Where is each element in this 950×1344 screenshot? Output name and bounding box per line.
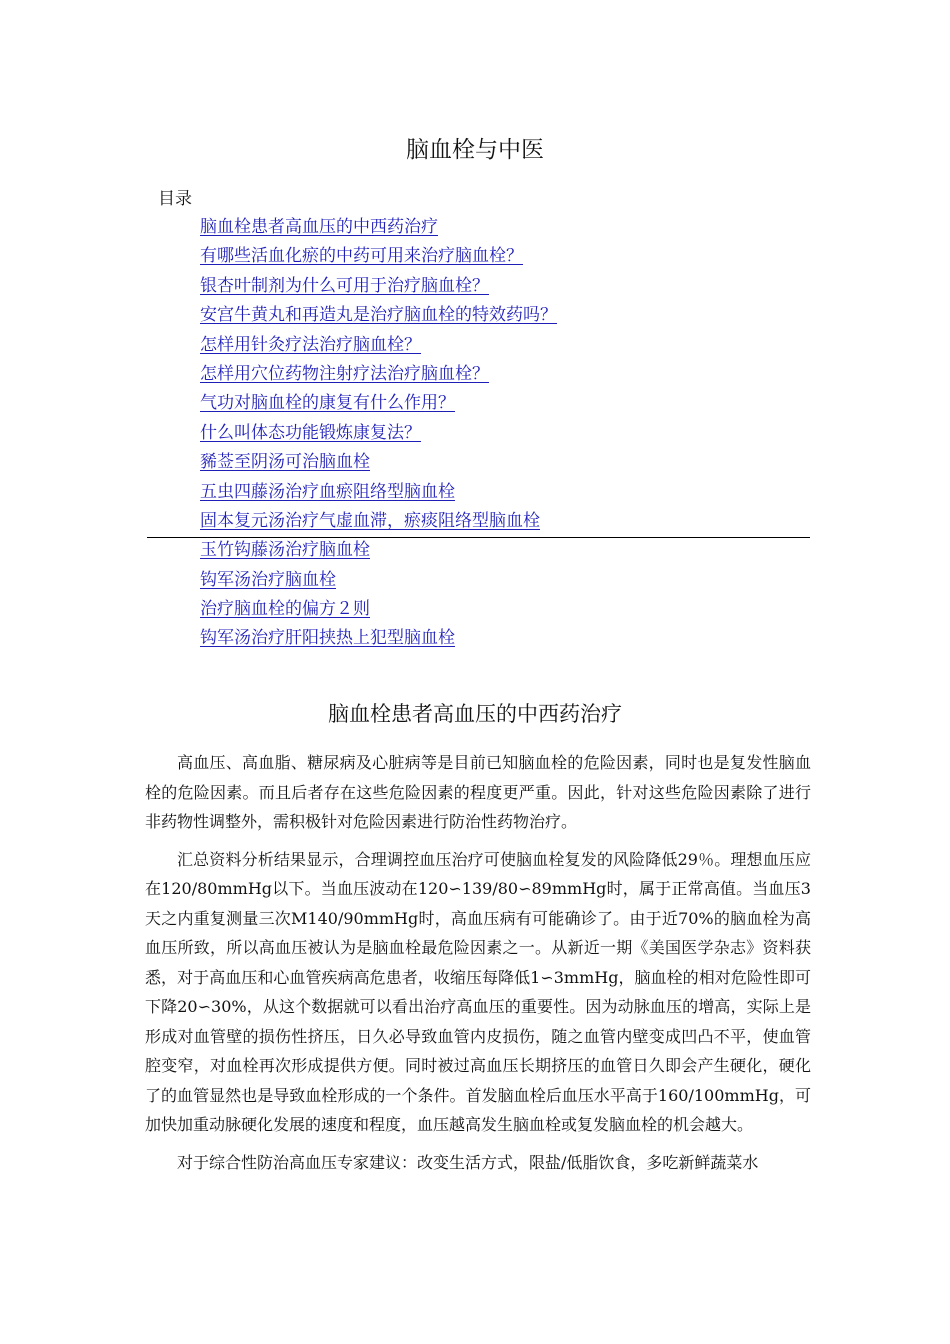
toc-link-11[interactable]: 固本复元汤治疗气虚血滞，瘀痰阻络型脑血栓 [200,510,540,531]
toc-link-8[interactable]: 什么叫体态功能锻炼康复法？ [200,422,421,443]
toc-link-3[interactable]: 银杏叶制剂为什么可用于治疗脑血栓？ [200,275,489,296]
toc-item [200,507,557,536]
toc-link-4[interactable]: 安宫牛黄丸和再造丸是治疗脑血栓的特效药吗？ [200,305,557,326]
toc-item [200,419,557,448]
toc-link-6[interactable]: 怎样用穴位药物注射疗法治疗脑血栓？ [200,363,489,384]
toc-item [200,595,557,624]
toc-item [200,272,557,301]
toc-link-14[interactable]: 治疗脑血栓的偏方２则 [200,599,370,620]
toc-item [200,478,557,507]
section-body [145,748,811,1185]
toc-item [200,301,557,330]
toc-link-7[interactable]: 气功对脑血栓的康复有什么作用？ [200,393,455,414]
toc-link-10[interactable]: 五虫四藤汤治疗血瘀阻络型脑血栓 [200,481,455,502]
paragraph-2: 汇总资料分析结果显示，合理调控血压治疗可使脑血栓复发的风险降低29％。理想血压应在120/80mmHg以下。当血压波动在120∽139/80∽89mmHg时，属于正常高值。当血压3天之内重复测量三次M140/90mmHg时，高血压病有可能确诊了。由于近70%的脑血栓为高血压所致，所以高血压被认为是脑血栓最危险因素之一。从新近一期《美国医学杂志》资料获悉，对于高血压和心血管疾病高危患者，收缩压每降低1∽3mmHg，脑血栓的相对危险性即可下降20∽30%，从这个数据就可以看出治疗高血压的重要性。因为动脉血压的增高，实际上是形成对血管壁的损伤性挤压，日久必导致血管内皮损伤，随之血管内壁变成凹凸不平，使血管腔变窄，对血栓再次形成提供方便。同时被过高血压长期挤压的血管日久即会产生硬化，硬化了的血管显然也是导致血栓形成的一个条件。首发脑血栓后血压水平高于160/100mmHg，可加快加重动脉硬化发展的速度和程度，血压越高发生脑血栓或复发脑血栓的机会越大。 [145,849,811,1134]
toc-heading: 目录 [158,189,192,209]
toc-link-13[interactable]: 钩军汤治疗脑血栓 [200,569,336,590]
toc-link-2[interactable]: 有哪些活血化瘀的中药可用来治疗脑血栓？ [200,246,523,267]
toc-item [200,536,557,565]
toc-link-5[interactable]: 怎样用针灸疗法治疗脑血栓？ [200,334,421,355]
paragraph-1: 高血压、高血脂、糖尿病及心脏病等是目前已知脑血栓的危险因素，同时也是复发性脑血栓的危险因素。而且后者存在这些危险因素的程度更严重。因此，针对这些危险因素除了进行非药物性调整外，需积极针对危险因素进行防治性药物治疗。 [145,753,811,831]
toc-item [200,624,557,653]
paragraph-3: 对于综合性防治高血压专家建议：改变生活方式，限盐/低脂饮食，多吃新鲜蔬菜水 [177,1152,759,1172]
section-title: 脑血栓患者高血压的中西药治疗 [328,702,622,726]
toc-item [200,242,557,271]
toc-item [200,213,557,242]
table-of-contents [200,213,557,654]
toc-item [200,389,557,418]
document-title: 脑血栓与中医 [406,137,544,163]
toc-link-12[interactable]: 玉竹钩藤汤治疗脑血栓 [200,540,370,561]
divider-line [147,537,810,538]
toc-link-15[interactable]: 钩军汤治疗肝阳挟热上犯型脑血栓 [200,628,455,649]
toc-link-1[interactable]: 脑血栓患者高血压的中西药治疗 [200,217,438,237]
toc-item [200,566,557,595]
toc-item [200,360,557,389]
toc-item [200,448,557,477]
toc-link-9[interactable]: 豨莶至阴汤可治脑血栓 [200,452,370,473]
toc-item [200,331,557,360]
